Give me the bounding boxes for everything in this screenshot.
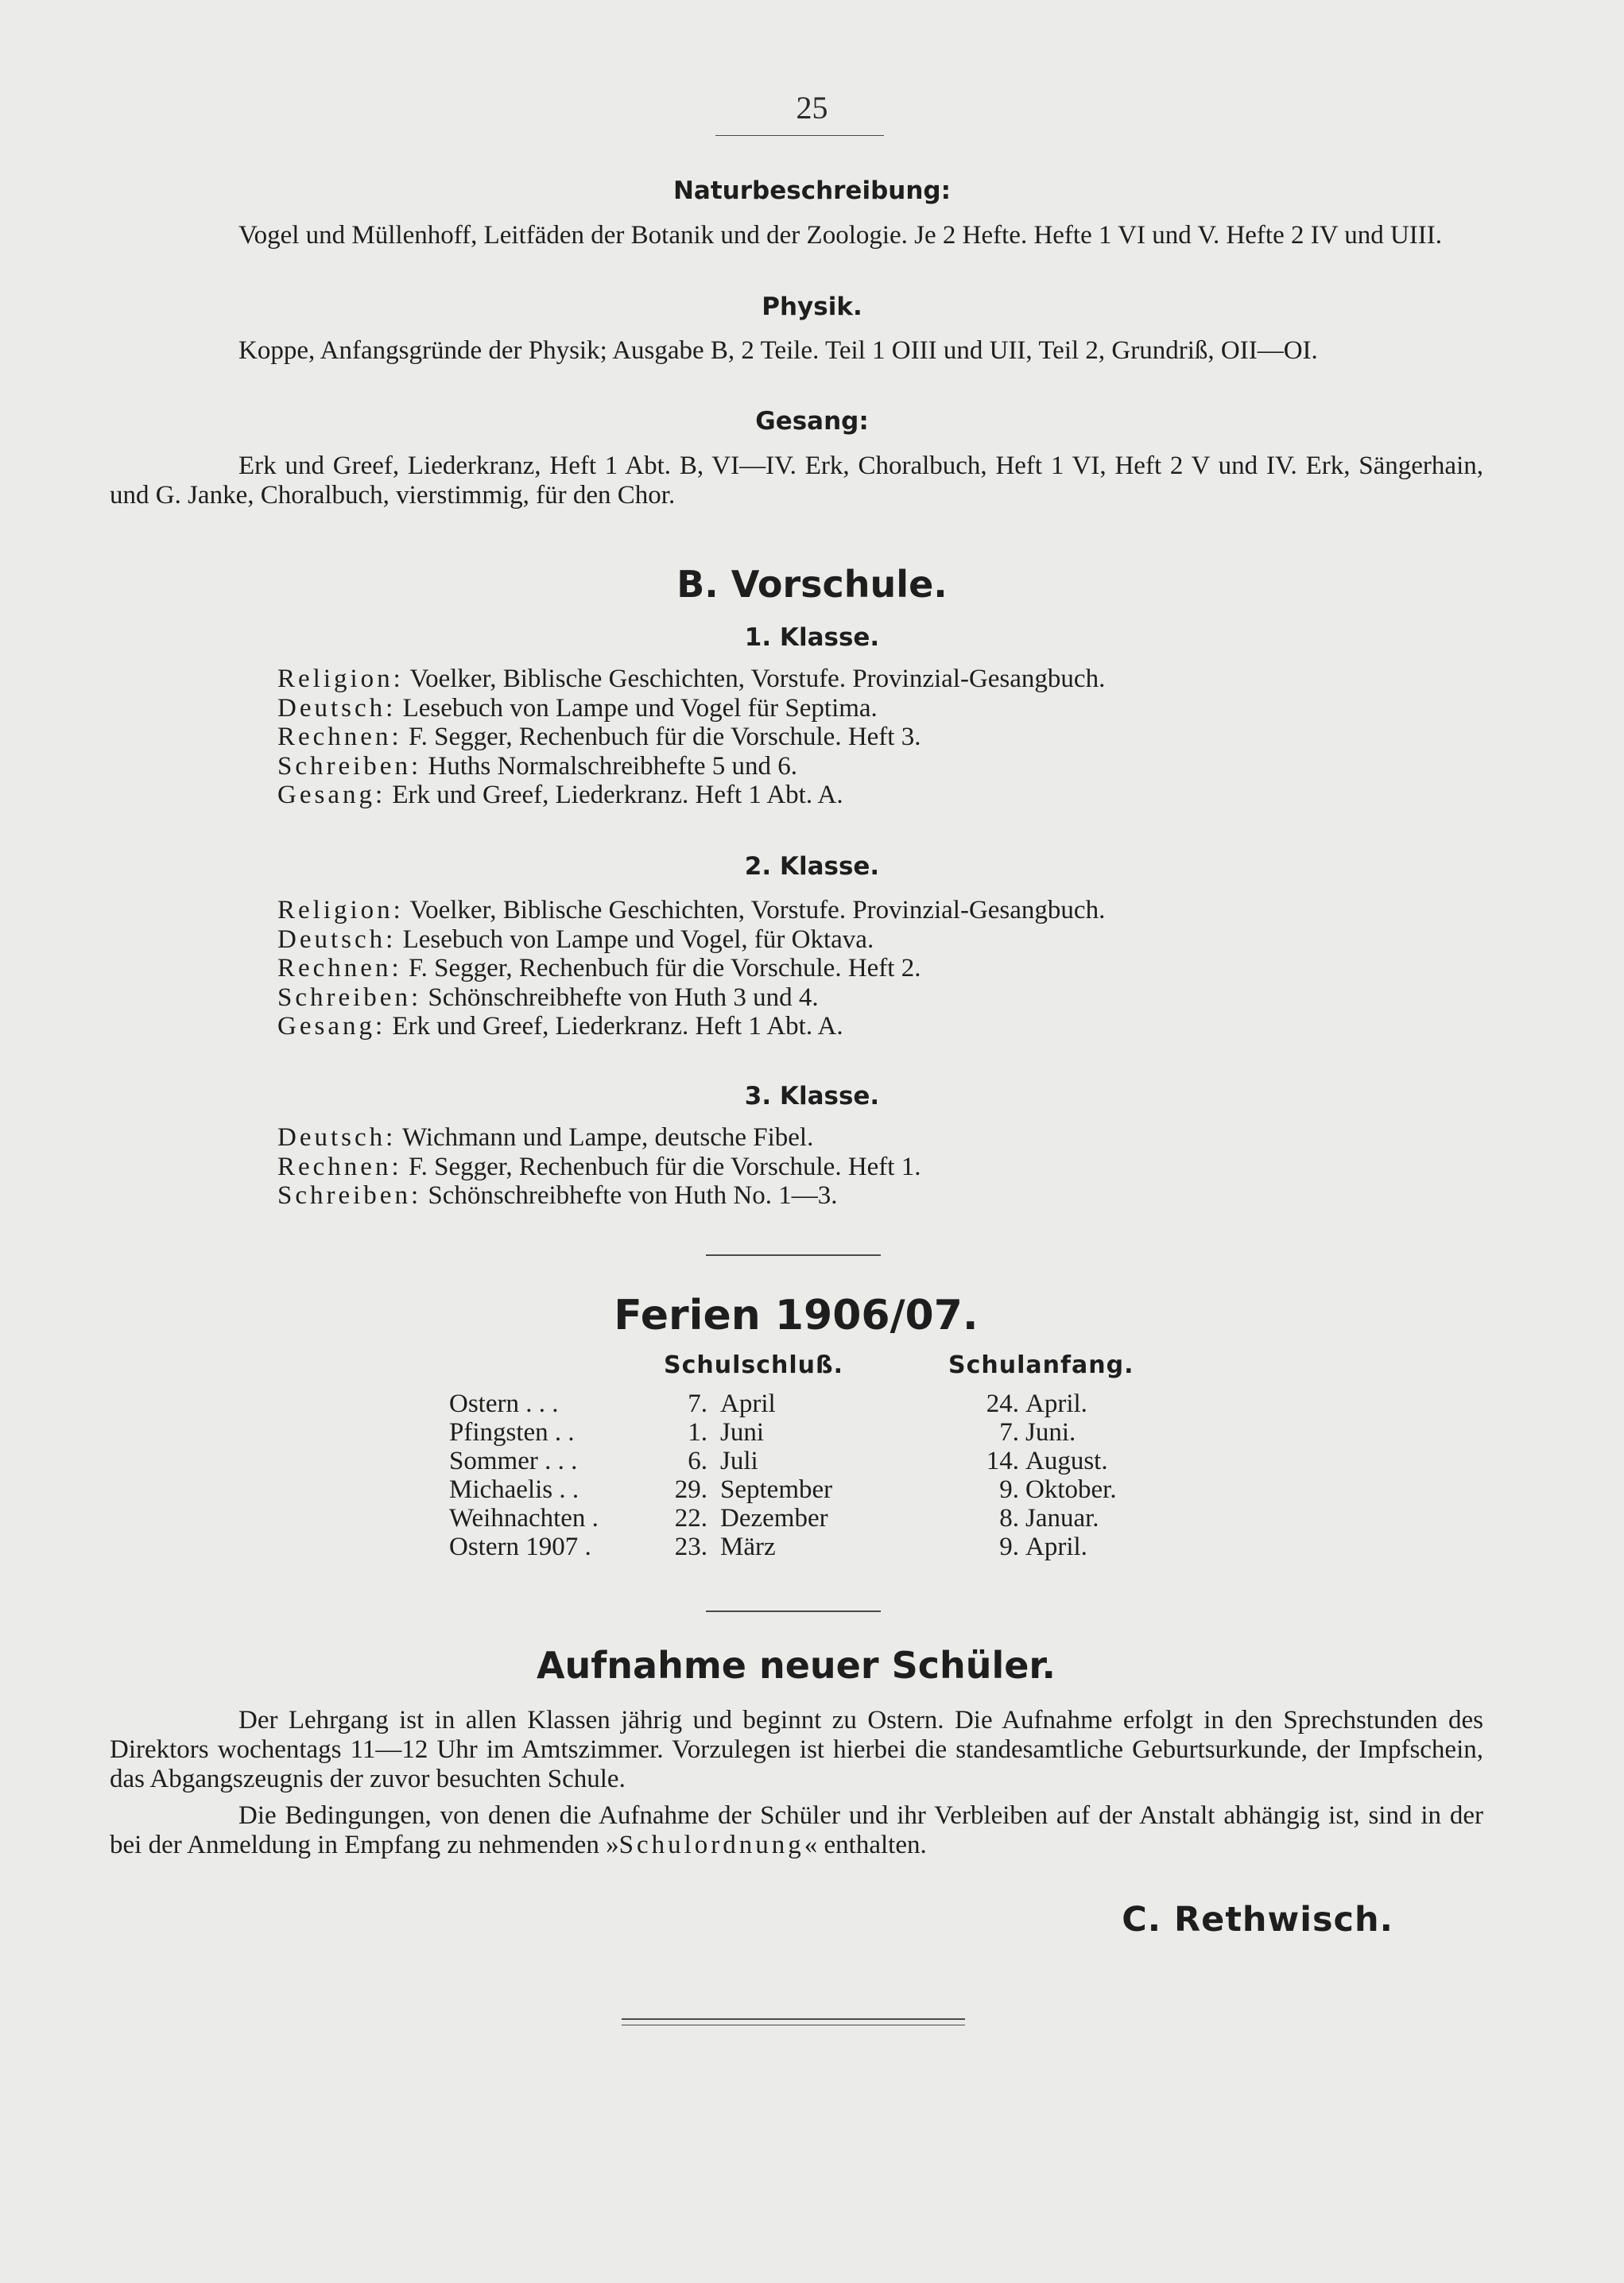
heading-aufnahme: Aufnahme neuer Schüler. — [536, 1644, 1056, 1687]
list-item — [277, 752, 1105, 781]
subject-label: Gesang: — [277, 1012, 386, 1041]
subject-text: Erk und Greef, Liederkranz. Heft 1 Abt. A. — [392, 781, 843, 809]
ferien-day-end: 7. — [688, 1390, 707, 1418]
list-item — [277, 781, 1105, 810]
heading-naturbeschreibung: Naturbeschreibung: — [672, 176, 951, 205]
subject-text: Schönschreibhefte von Huth No. 1—3. — [428, 1181, 838, 1210]
paragraph-physik — [110, 336, 1483, 366]
list-item — [277, 954, 1105, 983]
subject-label: Rechnen: — [277, 954, 402, 983]
ferien-day-start: 24. — [986, 1390, 1019, 1418]
list-item — [277, 896, 1105, 925]
subject-text: F. Segger, Rechenbuch für die Vorschule. Heft 3. — [408, 723, 921, 751]
list-item — [277, 1153, 921, 1182]
list-klasse-2 — [277, 896, 1105, 1041]
aufnahme-text-2a: Die Bedingungen, von denen die Aufnahme der Schüler und ihr Verbleiben auf der Anstalt abhängig ist, sind in der bei der Anmeldung in Empfang zu nehmenden » — [110, 1801, 1483, 1859]
subject-text: Lesebuch von Lampe und Vogel für Septima. — [402, 693, 878, 723]
subject-text: F. Segger, Rechenbuch für die Vorschule. Heft 1. — [408, 1152, 921, 1181]
ferien-day-end: 1. — [688, 1418, 707, 1447]
list-item — [277, 1123, 921, 1153]
ferien-month-end: Dezember — [720, 1504, 828, 1533]
ferien-month-start: Juni. — [1025, 1418, 1076, 1447]
table-row — [0, 1475, 1624, 1504]
ferien-name: Ostern 1907 . — [449, 1533, 591, 1561]
list-klasse-1 — [277, 665, 1105, 810]
ferien-month-start: April. — [1025, 1390, 1087, 1418]
end-rule-top — [622, 2018, 965, 2020]
subject-label: Gesang: — [277, 781, 386, 809]
physik-text: Koppe, Anfangsgründe der Physik; Ausgabe B, 2 Teile. Teil 1 OIII und UII, Teil 2, Grundriß, OII—OI. — [238, 336, 1318, 365]
section-divider — [706, 1611, 881, 1612]
ferien-name: Pfingsten . . — [449, 1418, 575, 1447]
paragraph-aufnahme-1 — [110, 1706, 1483, 1794]
heading-klasse-1: 1. Klasse. — [744, 623, 880, 652]
table-row — [0, 1418, 1624, 1447]
heading-klasse-3: 3. Klasse. — [744, 1082, 880, 1110]
ferien-col-schulschluss: Schulschluß. — [664, 1351, 843, 1379]
subject-label: Rechnen: — [277, 723, 402, 751]
subject-text: Lesebuch von Lampe und Vogel, für Oktava. — [402, 924, 874, 954]
paragraph-naturbeschreibung — [110, 221, 1483, 250]
list-item — [277, 1012, 1105, 1041]
heading-klasse-2: 2. Klasse. — [744, 852, 880, 881]
subject-text: Erk und Greef, Liederkranz. Heft 1 Abt. A. — [392, 1012, 843, 1041]
ferien-day-start: 9. — [999, 1533, 1019, 1561]
ferien-month-end: September — [720, 1475, 833, 1504]
ferien-month-end: März — [720, 1533, 776, 1561]
subject-text: Voelker, Biblische Geschichten, Vorstufe. Provinzial-Gesangbuch. — [409, 665, 1106, 693]
ferien-day-end: 6. — [688, 1447, 707, 1475]
ferien-day-start: 7. — [999, 1418, 1019, 1447]
subject-label: Religion: — [277, 896, 404, 924]
paragraph-aufnahme-2 — [110, 1801, 1483, 1860]
page-number: 25 — [796, 90, 828, 126]
table-row — [0, 1504, 1624, 1533]
subject-label: Religion: — [277, 665, 404, 693]
ferien-day-start: 8. — [999, 1504, 1019, 1533]
subject-text: Wichmann und Lampe, deutsche Fibel. — [401, 1123, 814, 1152]
aufnahme-text-2-schulordnung: Schulordnung — [618, 1831, 804, 1859]
subject-label: Deutsch: — [277, 1123, 397, 1152]
heading-vorschule: B. Vorschule. — [676, 563, 948, 606]
list-item — [277, 665, 1105, 694]
subject-label: Schreiben: — [277, 1181, 422, 1210]
ferien-month-start: Oktober. — [1025, 1475, 1117, 1504]
table-row — [0, 1390, 1624, 1418]
list-item — [277, 983, 1105, 1013]
list-item — [277, 1181, 921, 1211]
subject-label: Rechnen: — [277, 1152, 402, 1181]
naturbeschreibung-text: Vogel und Müllenhoff, Leitfäden der Botanik und der Zoologie. Je 2 Hefte. Hefte 1 VI und V. Hefte 2 IV und UIII. — [238, 221, 1443, 250]
ferien-day-start: 9. — [999, 1475, 1019, 1504]
ferien-name: Sommer . . . — [449, 1447, 578, 1475]
section-divider — [706, 1254, 881, 1256]
gesang-text: Erk und Greef, Liederkranz, Heft 1 Abt. B, VI—IV. Erk, Choralbuch, Heft 1 VI, Heft 2 V und IV. Erk, Sängerhain, und G. Janke, Choralbuch, vierstimmig, für den Chor. — [110, 452, 1483, 510]
subject-text: Schönschreibhefte von Huth 3 und 4. — [428, 983, 819, 1012]
list-klasse-3 — [277, 1123, 921, 1211]
ferien-name: Ostern . . . — [449, 1390, 559, 1418]
ferien-month-end: Juli — [720, 1447, 758, 1475]
ferien-month-end: Juni — [720, 1418, 765, 1447]
page-number-rule — [715, 135, 884, 136]
heading-ferien: Ferien 1906/07. — [614, 1292, 979, 1339]
aufnahme-text-1: Der Lehrgang ist in allen Klassen jährig und beginnt zu Ostern. Die Aufnahme erfolgt in den Sprechstunden des Direktors wochentags 11—12 Uhr im Amtszimmer. Vorzulegen ist hierbei die standesamtliche Geburtsurkunde, der Impfschein, das Abgangszeugnis der zuvor besuchten Schule. — [110, 1706, 1483, 1793]
subject-label: Deutsch: — [277, 693, 397, 723]
signature: C. Rethwisch. — [1122, 1900, 1393, 1940]
ferien-day-start: 14. — [986, 1447, 1019, 1475]
subject-label: Deutsch: — [277, 924, 397, 954]
heading-physik: Physik. — [762, 293, 862, 321]
subject-label: Schreiben: — [277, 983, 422, 1012]
subject-text: F. Segger, Rechenbuch für die Vorschule. Heft 2. — [408, 954, 921, 983]
ferien-month-start: April. — [1025, 1533, 1087, 1561]
ferien-name: Michaelis . . — [449, 1475, 579, 1504]
ferien-month-start: August. — [1025, 1447, 1108, 1475]
table-row — [0, 1447, 1624, 1475]
list-item — [277, 723, 1105, 752]
ferien-col-schulanfang: Schulanfang. — [948, 1351, 1134, 1379]
list-item — [277, 694, 1105, 723]
aufnahme-text-2b: « enthalten. — [804, 1831, 927, 1859]
paragraph-gesang — [110, 452, 1483, 510]
subject-label: Schreiben: — [277, 751, 422, 781]
ferien-day-end: 22. — [674, 1504, 707, 1533]
ferien-day-end: 29. — [674, 1475, 707, 1504]
subject-text: Huths Normalschreibhefte 5 und 6. — [428, 751, 798, 781]
list-item — [277, 925, 1105, 955]
ferien-month-start: Januar. — [1025, 1504, 1099, 1533]
subject-text: Voelker, Biblische Geschichten, Vorstufe. Provinzial-Gesangbuch. — [409, 896, 1106, 924]
ferien-name: Weihnachten . — [449, 1504, 599, 1533]
ferien-month-end: April — [720, 1390, 776, 1418]
ferien-day-end: 23. — [674, 1533, 707, 1561]
heading-gesang: Gesang: — [755, 407, 869, 436]
table-row — [0, 1533, 1624, 1561]
